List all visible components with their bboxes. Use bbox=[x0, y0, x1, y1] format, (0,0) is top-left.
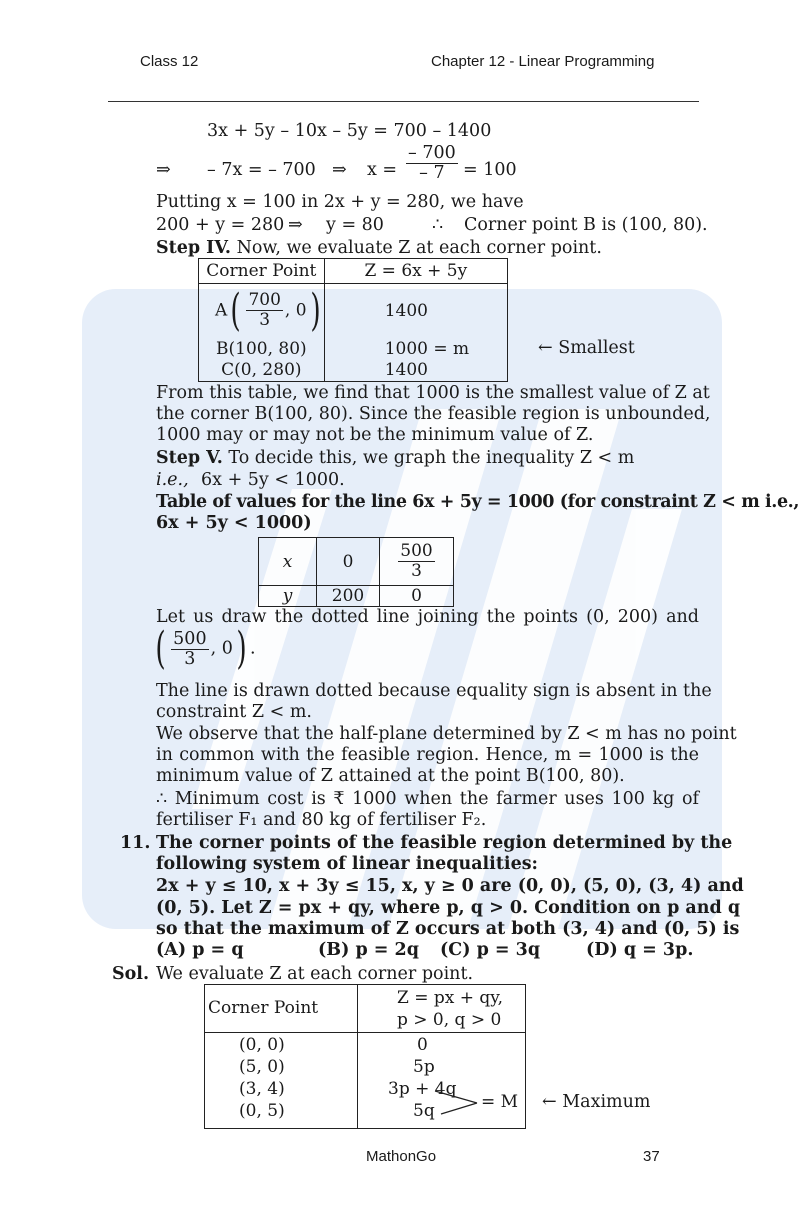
inequality-text: 6x + 5y < 1000. bbox=[201, 470, 345, 490]
table-divider bbox=[357, 985, 358, 1128]
fraction-denominator: 3 bbox=[184, 648, 196, 669]
implies-symbol-2: ⇒ bbox=[332, 160, 347, 180]
table-cell: 1400 bbox=[324, 284, 507, 338]
header-chapter: Chapter 12 - Linear Programming bbox=[431, 53, 655, 70]
ie-text: i.e., bbox=[156, 470, 189, 490]
solution-text: We evaluate Z at each corner point. bbox=[156, 964, 474, 984]
fraction-numerator: 700 bbox=[248, 290, 281, 311]
page-number: 37 bbox=[643, 1148, 660, 1165]
table-cell: 1000 = m bbox=[324, 338, 507, 360]
paragraph-line: the corner B(100, 80). Since the feasible region is unbounded, bbox=[156, 404, 711, 424]
equation-line-2a: – 7x = – 700 bbox=[207, 160, 316, 180]
table-cell: (0, 0) bbox=[239, 1035, 285, 1055]
table-cell: 200 bbox=[317, 586, 380, 607]
table-divider bbox=[205, 1032, 525, 1033]
table-cell: (0, 5) bbox=[239, 1101, 285, 1121]
question-line: following system of linear inequalities: bbox=[156, 854, 539, 874]
implies-symbol: ⇒ bbox=[156, 160, 171, 180]
table-cell: 0 bbox=[380, 586, 454, 607]
table-header: Corner Point bbox=[208, 998, 319, 1018]
equation-result: = 100 bbox=[463, 160, 517, 180]
table-cell: (5, 0) bbox=[239, 1057, 285, 1077]
header-rule bbox=[108, 101, 699, 102]
maximum-note: ← Maximum bbox=[542, 1092, 651, 1112]
smallest-note: ← Smallest bbox=[538, 338, 635, 358]
fraction-denominator: 3 bbox=[259, 310, 271, 331]
table-header: Z = 6x + 5y bbox=[324, 259, 507, 284]
point-fraction: ( $\frac{500}{3}$ , 0) . bbox=[155, 623, 256, 674]
question-line: The corner points of the feasible region determined by the bbox=[156, 833, 733, 853]
ie-label bbox=[156, 470, 189, 491]
bracket-lines bbox=[433, 1087, 481, 1117]
period: . bbox=[250, 638, 256, 659]
equation-line-4b: y = 80 bbox=[326, 215, 384, 235]
therefore-symbol: ∴ bbox=[432, 215, 444, 235]
equation-line-2b: x = bbox=[367, 160, 398, 180]
question-line: so that the maximum of Z occurs at both (3, 4) and (0, 5) is bbox=[156, 919, 740, 939]
paragraph-line: in common with the feasible region. Hence, m = 1000 is the bbox=[156, 745, 699, 765]
text-line-putting: Putting x = 100 in 2x + y = 280, we have bbox=[156, 192, 524, 212]
paragraph-line: ∴ Minimum cost is ₹ 1000 when the farmer uses 100 kg of bbox=[156, 789, 699, 809]
paragraph-line: From this table, we find that 1000 is the smallest value of Z at bbox=[156, 383, 710, 403]
fraction-denominator: 3 bbox=[411, 561, 422, 581]
table-cell: C(0, 280) bbox=[199, 360, 325, 382]
fraction-700-7 bbox=[404, 144, 460, 183]
table-cell: y bbox=[259, 586, 317, 607]
footer-brand: MathonGo bbox=[366, 1148, 437, 1165]
point-label: A bbox=[215, 300, 228, 321]
option-a: (A) p = q bbox=[156, 940, 244, 960]
implies-symbol-3: ⇒ bbox=[288, 215, 303, 235]
table-title: 6x + 5y < 1000) bbox=[156, 513, 312, 533]
step-iv-label: Step IV. bbox=[156, 238, 231, 258]
paragraph-line: The line is drawn dotted because equality sign is absent in the bbox=[156, 681, 712, 701]
step-iv bbox=[156, 238, 602, 259]
table-cell: 0 bbox=[317, 538, 380, 586]
paragraph-line: We observe that the half-plane determined by Z < m has no point bbox=[156, 724, 737, 744]
table-cell-a: A( $\frac{700}{3}$ , 0) bbox=[199, 284, 325, 338]
table-cell: 0 bbox=[417, 1035, 428, 1055]
table-header: Corner Point bbox=[199, 259, 325, 284]
table-cell: 5p bbox=[413, 1057, 435, 1077]
paragraph-line: minimum value of Z attained at the point B(100, 80). bbox=[156, 766, 625, 786]
step-v-text: To decide this, we graph the inequality Z < m bbox=[228, 448, 635, 468]
option-c: (C) p = 3q bbox=[440, 940, 541, 960]
question-number: 11. bbox=[120, 833, 151, 853]
option-b: (B) p = 2q bbox=[318, 940, 419, 960]
point-tail: , 0 bbox=[284, 300, 307, 321]
table-header: p > 0, q > 0 bbox=[397, 1010, 502, 1030]
table-cell: 3p + 4q bbox=[388, 1079, 457, 1099]
paragraph-line: Let us draw the dotted line joining the points (0, 200) and bbox=[156, 607, 699, 627]
table-cell: 1400 bbox=[324, 360, 507, 382]
equation-line-1: 3x + 5y – 10x – 5y = 700 – 1400 bbox=[207, 121, 492, 141]
header-class: Class 12 bbox=[140, 53, 199, 70]
fraction-numerator: 500 bbox=[173, 628, 207, 649]
step-v bbox=[156, 448, 634, 469]
table-corner-points-2 bbox=[204, 984, 526, 1129]
fraction-denominator: – 7 bbox=[419, 163, 445, 183]
table-cell: x bbox=[259, 538, 317, 586]
step-iv-text: Now, we evaluate Z at each corner point. bbox=[236, 238, 602, 258]
equation-line-4a: 200 + y = 280 bbox=[156, 215, 285, 235]
fraction-numerator: 500 bbox=[400, 541, 433, 561]
table-cell: (3, 4) bbox=[239, 1079, 285, 1099]
paragraph-line: 1000 may or may not be the minimum value of Z. bbox=[156, 425, 594, 445]
point-tail: , 0 bbox=[210, 638, 233, 659]
table-title: Table of values for the line 6x + 5y = 1000 (for constraint Z < m i.e., bbox=[156, 492, 800, 512]
corner-point-b-text: Corner point B is (100, 80). bbox=[464, 215, 708, 235]
table-corner-points-1 bbox=[198, 258, 508, 382]
table-header: Z = px + qy, bbox=[397, 988, 504, 1008]
table-cell: B(100, 80) bbox=[199, 338, 325, 360]
table-cell bbox=[380, 538, 454, 586]
table-values-line bbox=[258, 537, 454, 607]
question-line: (0, 5). Let Z = px + qy, where p, q > 0. Condition on p and q bbox=[156, 898, 741, 918]
solution-label: Sol. bbox=[112, 964, 150, 984]
table-cell: 5q bbox=[413, 1101, 435, 1121]
maximum-label: = M bbox=[481, 1092, 519, 1112]
fraction-numerator: – 700 bbox=[408, 143, 456, 163]
step-v-label: Step V. bbox=[156, 448, 223, 468]
option-d: (D) q = 3p. bbox=[586, 940, 694, 960]
paragraph-line: fertiliser F₁ and 80 kg of fertiliser F₂. bbox=[156, 810, 487, 830]
paragraph-line: constraint Z < m. bbox=[156, 702, 312, 722]
question-line: 2x + y ≤ 10, x + 3y ≤ 15, x, y ≥ 0 are (0, 0), (5, 0), (3, 4) and bbox=[156, 876, 744, 896]
